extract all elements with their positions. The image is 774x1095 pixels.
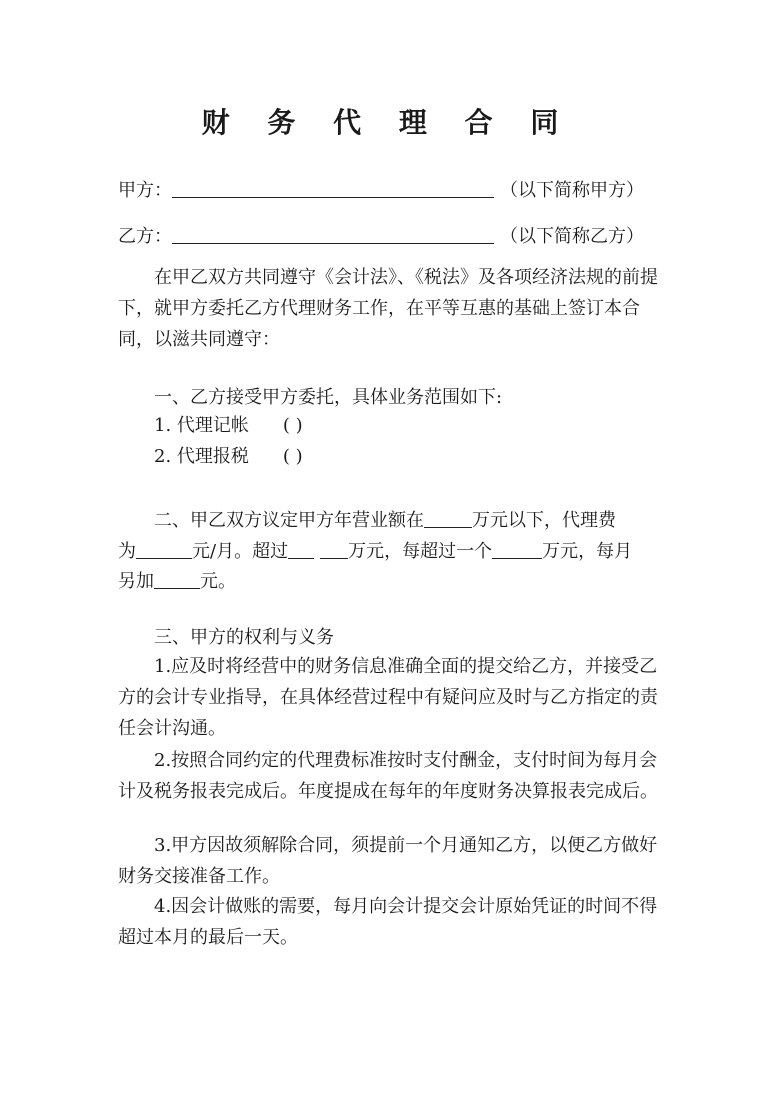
section2-text: 为 [118,541,136,562]
party-a-label: 甲方： [118,180,172,201]
party-a-blank [172,177,494,198]
section2-text: 元/月。超过 [192,541,289,562]
section2-text: 元。 [200,571,236,592]
party-a-line [118,177,644,204]
party-b-line [118,223,644,250]
excess-blank-a [288,538,314,559]
section1-item-2 [154,444,303,470]
increment-blank [492,538,542,559]
section1-heading: 一、乙方接受甲方委托，具体业务范围如下: [154,387,503,408]
excess-blank-b [320,538,348,559]
clause-4: 4.因会计做账的需要，每月向会计提交会计原始凭证的时间不得超过本月的最后一天。 [118,896,658,948]
clause-1: 1.应及时将经营中的财务信息准确全面的提交给乙方，并接受乙方的会计专业指导，在具体经营过程中有疑问应及时与乙方指定的责任会计沟通。 [118,656,658,739]
clause-2: 2.按照合同约定的代理费标准按时支付酬金，支付时间为每月会计及税务报表完成后。年度提成在每年的年度财务决算报表完成后。 [118,750,658,802]
section2-text: 万元，每月 [542,541,633,562]
clause-3: 3.甲方因故须解除合同，须提前一个月通知乙方，以便乙方做好财务交接准备工作。 [118,835,658,887]
section2-text: 万元以下，代理费 [472,510,616,531]
intro-paragraph: 在甲乙双方共同遵守《会计法》、《税法》及各项经济法规的前提下，就甲方委托乙方代理财务工作，在平等互惠的基础上签订本合同，以滋共同遵守： [118,267,658,350]
fee-blank [136,538,192,559]
section2-line-1 [154,507,616,534]
section3-heading: 三、甲方的权利与义务 [154,627,334,648]
party-b-blank [172,223,494,244]
checkbox-paren: ( ) [282,446,303,467]
item-label: 2. 代理报税 [154,446,249,467]
section2-line-3 [118,568,236,595]
party-a-note: （以下简称甲方） [500,180,644,201]
document-title: 财 务 代 理 合 同 [201,106,573,139]
extra-fee-blank [154,568,200,589]
section1-item-1 [154,413,303,439]
party-b-note: （以下简称乙方） [500,226,644,247]
item-label: 1. 代理记帐 [154,415,249,436]
section2-text: 二、甲乙双方议定甲方年营业额在 [154,510,424,531]
section2-text: 万元，每超过一个 [348,541,493,562]
party-b-label: 乙方： [118,226,172,247]
section2-line-2 [118,538,632,565]
section2-text: 另加 [118,571,154,592]
revenue-blank [424,507,472,528]
checkbox-paren: ( ) [282,415,303,436]
